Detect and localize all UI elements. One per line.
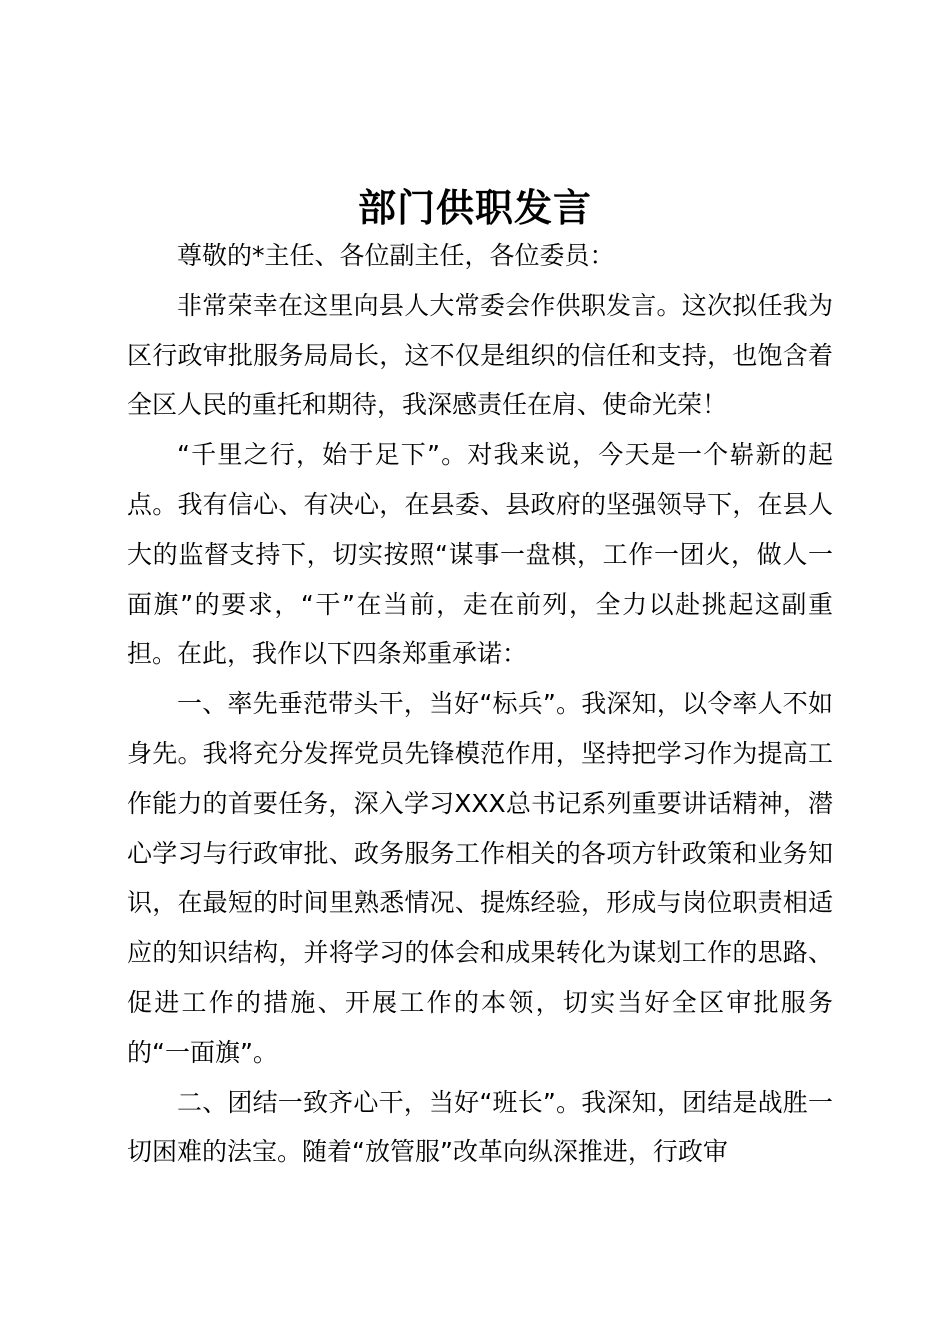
document-body [127,231,833,1177]
paragraph: “千里之行，始于足下”。对我来说，今天是一个崭新的起点。我有信心、有决心，在县委、县政府的坚强领导下，在县人大的监督支持下，切实按照“谋事一盘棋，工作一团火，做人一面旗”的要求，“干”在当前，走在前列，全力以赴挑起这副重担。在此，我作以下四条郑重承诺： [127,440,833,669]
salutation: 尊敬的*主任、各位副主任，各位委员： [177,241,615,270]
paragraph: 二、团结一致齐心干，当好“班长”。我深知，团结是战胜一切困难的法宝。随着“放管服”改革向纵深推进，行政审 [127,1087,833,1167]
paragraph: 一、率先垂范带头干，当好“标兵”。我深知，以令率人不如身先。我将充分发挥党员先锋模范作用，坚持把学习作为提高工作能力的首要任务，深入学习XXX总书记系列重要讲话精神，潜心学习与行政审批、政务服务工作相关的各项方针政策和业务知识，在最短的时间里熟悉情况、提炼经验，形成与岗位职责相适应的知识结构，并将学习的体会和成果转化为谋划工作的思路、促进工作的措施、开展工作的本领，切实当好全区审批服务的“一面旗”。 [127,689,833,1067]
document-title: 部门供职发言 [357,185,592,230]
paragraph: 非常荣幸在这里向县人大常委会作供职发言。这次拟任我为区行政审批服务局局长，这不仅是组织的信任和支持，也饱含着全区人民的重托和期待，我深感责任在肩、使命光荣！ [127,290,833,420]
